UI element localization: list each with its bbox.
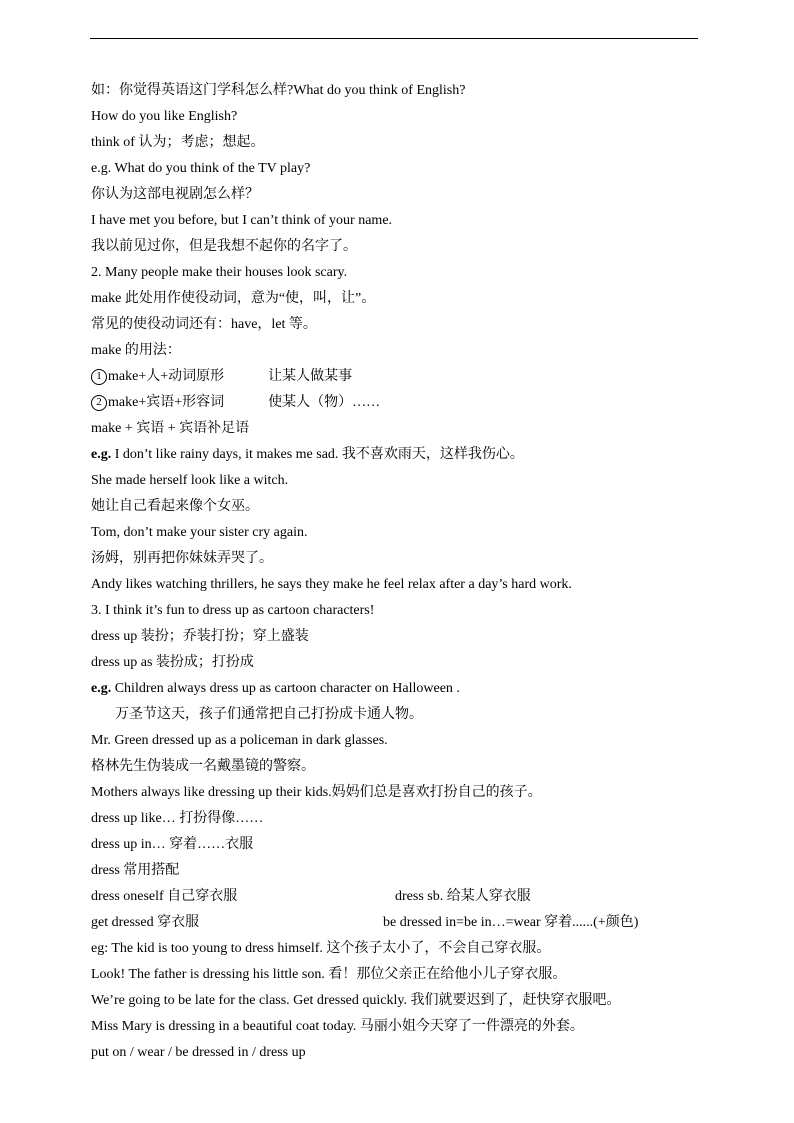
document-body (91, 78, 731, 1066)
text-line: dress 常用搭配 (91, 863, 180, 878)
pair-left: dress oneself 自己穿衣服 (91, 889, 238, 904)
pair-right: dress sb. 给某人穿衣服 (395, 889, 531, 904)
text-line: We’re going to be late for the class. Get dressed quickly. 我们就要迟到了，赶快穿衣服吧。 (91, 993, 621, 1008)
eg-label: e.g. (91, 681, 112, 696)
text-line: 常见的使役动词还有：have，let 等。 (91, 317, 317, 332)
example-line (91, 676, 731, 702)
collocation-pair-1 (91, 884, 731, 910)
pair-right: be dressed in=be in…=wear 穿着......(+颜色) (383, 915, 639, 930)
pair-left: get dressed 穿衣服 (91, 915, 200, 930)
text-line: How do you like English? (91, 109, 238, 124)
text-line: make + 宾语 + 宾语补足语 (91, 421, 250, 436)
text-line: Mr. Green dressed up as a policeman in dark glasses. (91, 733, 388, 748)
text-line: dress up as 装扮成；打扮成 (91, 655, 254, 670)
header-rule (90, 38, 698, 39)
text-line: put on / wear / be dressed in / dress up (91, 1045, 306, 1060)
text-line: e.g. What do you think of the TV play? (91, 161, 311, 176)
usage-meaning: 让某人做某事 (268, 369, 353, 384)
text-line: 我以前见过你，但是我想不起你的名字了。 (91, 239, 357, 254)
text-line: think of 认为；考虑；想起。 (91, 135, 265, 150)
text-line: She made herself look like a witch. (91, 473, 289, 488)
usage-meaning: 使某人（物）…… (268, 395, 381, 410)
example-text: I don’t like rainy days, it makes me sad. 我不喜欢雨天，这样我伤心。 (111, 447, 524, 462)
text-line: I have met you before, but I can’t think of your name. (91, 213, 393, 228)
text-line: 如：你觉得英语这门学科怎么样?What do you think of English? (91, 83, 466, 98)
collocation-pair-2 (91, 910, 731, 936)
text-line: Tom, don’t make your sister cry again. (91, 525, 308, 540)
text-line: dress up 装扮；乔装打扮；穿上盛装 (91, 629, 309, 644)
text-line: eg: The kid is too young to dress himself. 这个孩子太小了，不会自己穿衣服。 (91, 941, 551, 956)
usage-item-1 (91, 364, 731, 390)
usage-item-2 (91, 390, 731, 416)
circled-number: 1 (91, 369, 107, 385)
text-line: Andy likes watching thrillers, he says they make he feel relax after a day’s hard work. (91, 577, 572, 592)
text-line: dress up in… 穿着……衣服 (91, 837, 254, 852)
eg-label: e.g. (91, 447, 112, 462)
usage-text: make+宾语+形容词 (108, 395, 225, 410)
text-line: dress up like… 打扮得像…… (91, 811, 264, 826)
text-line: Look! The father is dressing his little son. 看！那位父亲正在给他小儿子穿衣服。 (91, 967, 567, 982)
text-line: 2. Many people make their houses look scary. (91, 265, 348, 280)
text-line: 你认为这部电视剧怎么样？ (91, 187, 259, 202)
text-line: Miss Mary is dressing in a beautiful coat today. 马丽小姐今天穿了一件漂亮的外套。 (91, 1019, 584, 1034)
circled-number: 2 (91, 395, 107, 411)
text-line: 汤姆，别再把你妹妹弄哭了。 (91, 551, 273, 566)
example-text: Children always dress up as cartoon character on Halloween . (111, 681, 460, 696)
text-line: 万圣节这天，孩子们通常把自己打扮成卡通人物。 (115, 707, 423, 722)
text-line: 格林先生伪装成一名戴墨镜的警察。 (91, 759, 315, 774)
text-line: 她让自己看起来像个女巫。 (91, 499, 259, 514)
text-line: make 的用法： (91, 343, 181, 358)
example-line (91, 442, 731, 468)
text-line: make 此处用作使役动词，意为“使，叫，让”。 (91, 291, 376, 306)
text-line: 3. I think it’s fun to dress up as cartoon characters! (91, 603, 375, 618)
usage-text: make+人+动词原形 (108, 369, 225, 384)
text-line: Mothers always like dressing up their kids.妈妈们总是喜欢打扮自己的孩子。 (91, 785, 542, 800)
